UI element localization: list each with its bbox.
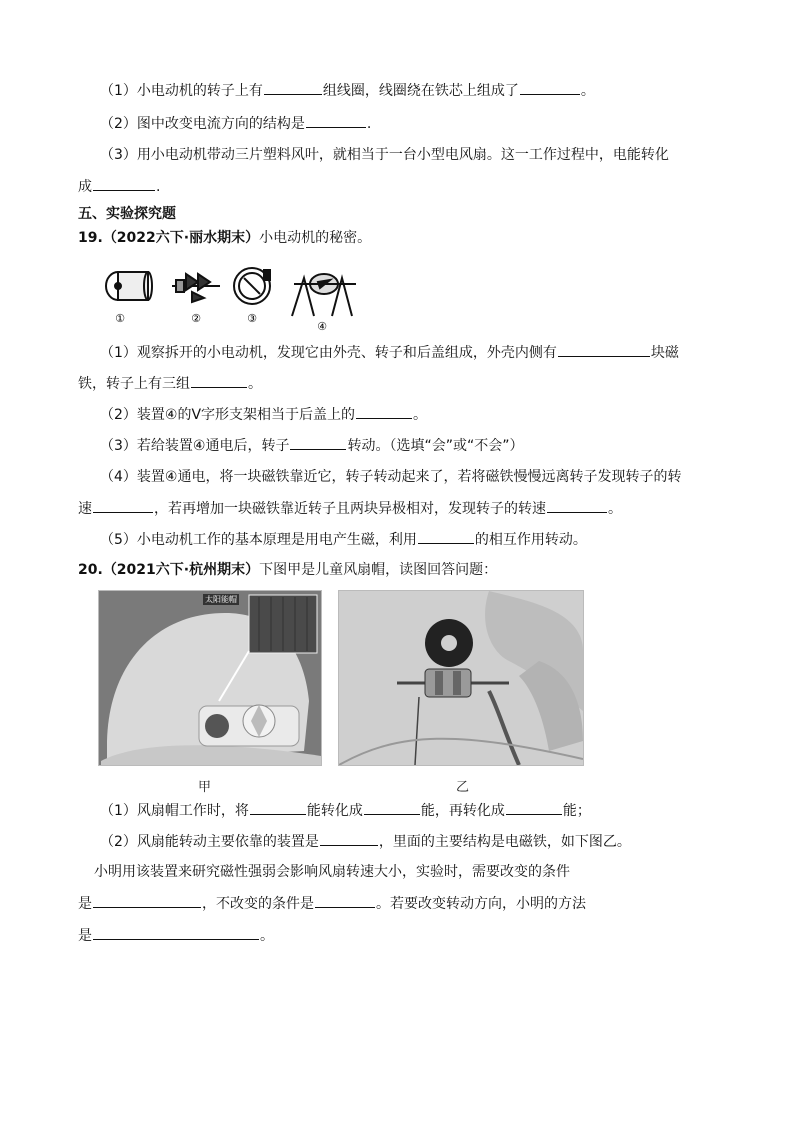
answer-blank[interactable] xyxy=(520,80,580,95)
answer-blank[interactable] xyxy=(320,831,378,846)
q19-part5: （5）小电动机工作的基本原理是用电产生磁，利用 的相互作用转动。 xyxy=(100,529,587,550)
answer-blank[interactable] xyxy=(191,373,247,388)
q20-part5: 是 。 xyxy=(78,925,274,946)
motor-closeup-photo xyxy=(338,590,584,766)
answer-blank[interactable] xyxy=(250,800,306,815)
q20-part4: 是 ，不改变的条件是 。若要改变转动方向，小明的方法 xyxy=(78,893,586,914)
q19-part3: （3）若给装置④通电后，转子 转动。（选填“会”或“不会”） xyxy=(100,435,523,456)
fan-cap-photo xyxy=(98,590,322,766)
q19-part1-cont: 铁，转子上有三组 。 xyxy=(78,373,262,394)
answer-blank[interactable] xyxy=(93,893,201,908)
answer-blank[interactable] xyxy=(547,498,607,513)
rotor-icon xyxy=(172,274,220,302)
figure-label-4: ④ xyxy=(317,320,327,333)
answer-blank[interactable] xyxy=(356,404,412,419)
q19-stem: 19.（2022六下·丽水期末）小电动机的秘密。 xyxy=(78,230,372,246)
q18-part3-cont: 成 . xyxy=(78,176,160,197)
motor-shell-icon xyxy=(106,272,152,300)
q18-part3: （3）用小电动机带动三片塑料风叶，就相当于一台小型电风扇。这一工作过程中，电能转化 xyxy=(100,147,669,163)
motor-parts-figure xyxy=(100,262,360,334)
answer-blank[interactable] xyxy=(93,498,153,513)
answer-blank[interactable] xyxy=(93,176,155,191)
q19-part4-cont: 速 ，若再增加一块磁铁靠近转子且两块异极相对，发现转子的转速 。 xyxy=(78,498,622,519)
photo-a-caption: 甲 xyxy=(198,780,212,795)
q20-part3: 小明用该装置来研究磁性强弱会影响风扇转速大小，实验时，需要改变的条件 xyxy=(94,864,570,880)
q20-stem: 20.（2021六下·杭州期末）下图甲是儿童风扇帽，读图回答问题： xyxy=(78,562,498,578)
q18-part1: （1）小电动机的转子上有 组线圈，线圈绕在铁芯上组成了 。 xyxy=(100,80,595,101)
section-title: 五、实验探究题 xyxy=(78,206,176,222)
answer-blank[interactable] xyxy=(418,529,474,544)
answer-blank[interactable] xyxy=(290,435,346,450)
back-cover-icon xyxy=(234,268,270,304)
answer-blank[interactable] xyxy=(315,893,375,908)
figure-label-3: ③ xyxy=(247,312,257,325)
answer-blank[interactable] xyxy=(364,800,420,815)
photo-inset-label: 太阳能帽 xyxy=(205,595,237,604)
answer-blank[interactable] xyxy=(558,342,650,357)
q20-part1: （1）风扇帽工作时，将 能转化成 能，再转化成 能； xyxy=(100,800,591,821)
figure-label-2: ② xyxy=(191,312,201,325)
v-bracket-assembly-icon xyxy=(292,274,356,316)
answer-blank[interactable] xyxy=(306,113,366,128)
q19-part1: （1）观察拆开的小电动机，发现它由外壳、转子和后盖组成，外壳内侧有 块磁 xyxy=(100,342,679,363)
answer-blank[interactable] xyxy=(264,80,322,95)
answer-blank[interactable] xyxy=(506,800,562,815)
q19-part2: （2）装置④的V字形支架相当于后盖上的 。 xyxy=(100,404,427,425)
answer-blank[interactable] xyxy=(93,925,259,940)
q19-part4: （4）装置④通电，将一块磁铁靠近它，转子转动起来了，若将磁铁慢慢远离转子发现转子的转 xyxy=(100,469,682,485)
figure-label-1: ① xyxy=(115,312,125,325)
q20-part2: （2）风扇能转动主要依靠的装置是 ，里面的主要结构是电磁铁，如下图乙。 xyxy=(100,831,631,852)
photo-b-caption: 乙 xyxy=(456,780,470,795)
q18-part2: （2）图中改变电流方向的结构是 . xyxy=(100,113,371,134)
